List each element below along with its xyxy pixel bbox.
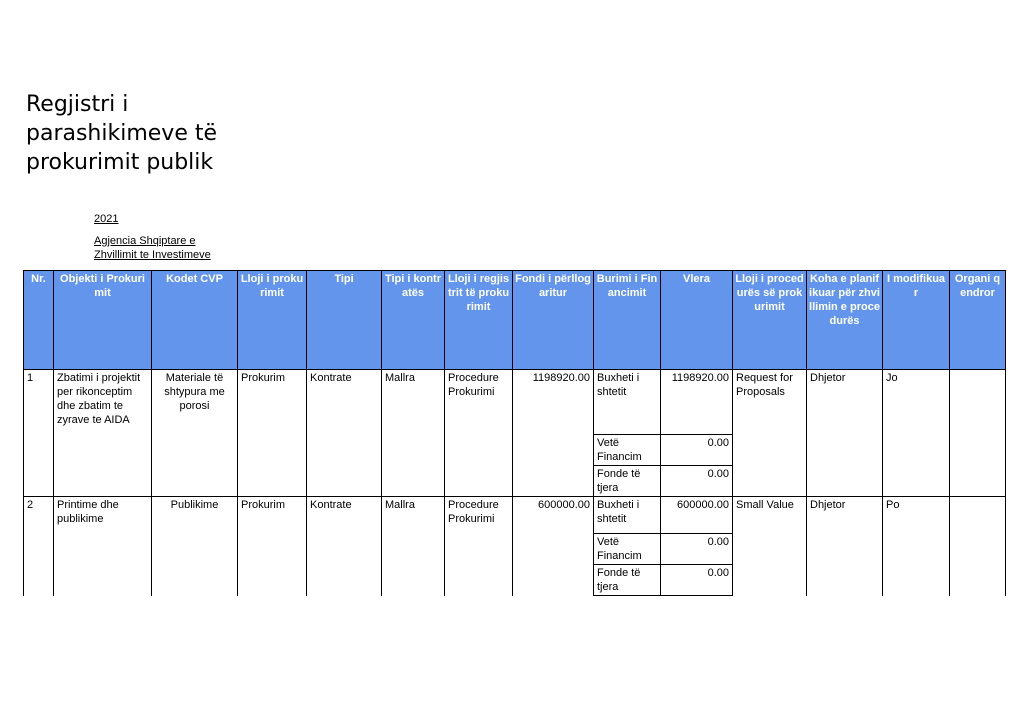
document-year: 2021 bbox=[94, 213, 119, 225]
column-header: Tipi i kontratës bbox=[382, 271, 445, 370]
column-header: I modifikuar bbox=[883, 271, 950, 370]
cell-vlera: 1198920.00 bbox=[661, 370, 733, 435]
column-header: Kodet CVP bbox=[152, 271, 238, 370]
cell-objekti: Printime dhe publikime bbox=[54, 497, 152, 596]
cell-modifikuar: Jo bbox=[883, 370, 950, 497]
table-row bbox=[24, 370, 1006, 435]
column-header: Vlera bbox=[661, 271, 733, 370]
table-row bbox=[24, 497, 1006, 534]
cell-lloji-regjistrit: Procedure Prokurimi bbox=[445, 497, 513, 596]
table-header-row bbox=[24, 271, 1006, 370]
cell-burimi: Fonde të tjera bbox=[594, 466, 661, 497]
cell-lloji-regjistrit: Procedure Prokurimi bbox=[445, 370, 513, 497]
column-header: Organi qendror bbox=[950, 271, 1006, 370]
cell-burimi: Vetë Financim bbox=[594, 534, 661, 565]
cell-organi bbox=[950, 497, 1006, 596]
cell-fondi: 600000.00 bbox=[513, 497, 594, 596]
cell-tipi-kontrates: Mallra bbox=[382, 497, 445, 596]
cell-procedura: Request for Proposals bbox=[733, 370, 807, 497]
cell-kodet: Publikime bbox=[152, 497, 238, 596]
column-header: Burimi i Financimit bbox=[594, 271, 661, 370]
cell-vlera: 0.00 bbox=[661, 565, 733, 596]
cell-koha: Dhjetor bbox=[807, 370, 883, 497]
cell-fondi: 1198920.00 bbox=[513, 370, 594, 497]
column-header: Fondi i përllogaritur bbox=[513, 271, 594, 370]
procurement-register-table bbox=[23, 270, 1006, 596]
cell-vlera: 0.00 bbox=[661, 435, 733, 466]
cell-vlera: 0.00 bbox=[661, 466, 733, 497]
cell-tipi-kontrates: Mallra bbox=[382, 370, 445, 497]
cell-kodet: Materiale të shtypura me porosi bbox=[152, 370, 238, 497]
cell-objekti: Zbatimi i projektit per rikonceptim dhe zbatim te zyrave te AIDA bbox=[54, 370, 152, 497]
cell-nr: 1 bbox=[24, 370, 54, 497]
agency-name: Agjencia Shqiptare e Zhvillimit te Investimeve bbox=[94, 235, 211, 261]
column-header: Nr. bbox=[24, 271, 54, 370]
column-header: Lloji i prokurimit bbox=[238, 271, 307, 370]
cell-organi bbox=[950, 370, 1006, 497]
cell-lloji-prokurimit: Prokurim bbox=[238, 497, 307, 596]
cell-vlera: 0.00 bbox=[661, 534, 733, 565]
cell-burimi: Fonde të tjera bbox=[594, 565, 661, 596]
column-header: Tipi bbox=[307, 271, 382, 370]
column-header: Koha e planifikuar për zhvillimin e procedurës bbox=[807, 271, 883, 370]
cell-tipi: Kontrate bbox=[307, 497, 382, 596]
cell-vlera: 600000.00 bbox=[661, 497, 733, 534]
cell-procedura: Small Value bbox=[733, 497, 807, 596]
column-header: Lloji i procedurës së prokurimit bbox=[733, 271, 807, 370]
cell-tipi: Kontrate bbox=[307, 370, 382, 497]
cell-burimi: Buxheti i shtetit bbox=[594, 497, 661, 534]
cell-lloji-prokurimit: Prokurim bbox=[238, 370, 307, 497]
column-header: Objekti i Prokurimit bbox=[54, 271, 152, 370]
cell-nr: 2 bbox=[24, 497, 54, 596]
column-header: Lloji i regjistrit të prokurimit bbox=[445, 271, 513, 370]
cell-burimi: Buxheti i shtetit bbox=[594, 370, 661, 435]
cell-koha: Dhjetor bbox=[807, 497, 883, 596]
cell-burimi: Vetë Financim bbox=[594, 435, 661, 466]
document-title: Regjistri i parashikimeve të prokurimit publik bbox=[26, 92, 218, 175]
cell-modifikuar: Po bbox=[883, 497, 950, 596]
